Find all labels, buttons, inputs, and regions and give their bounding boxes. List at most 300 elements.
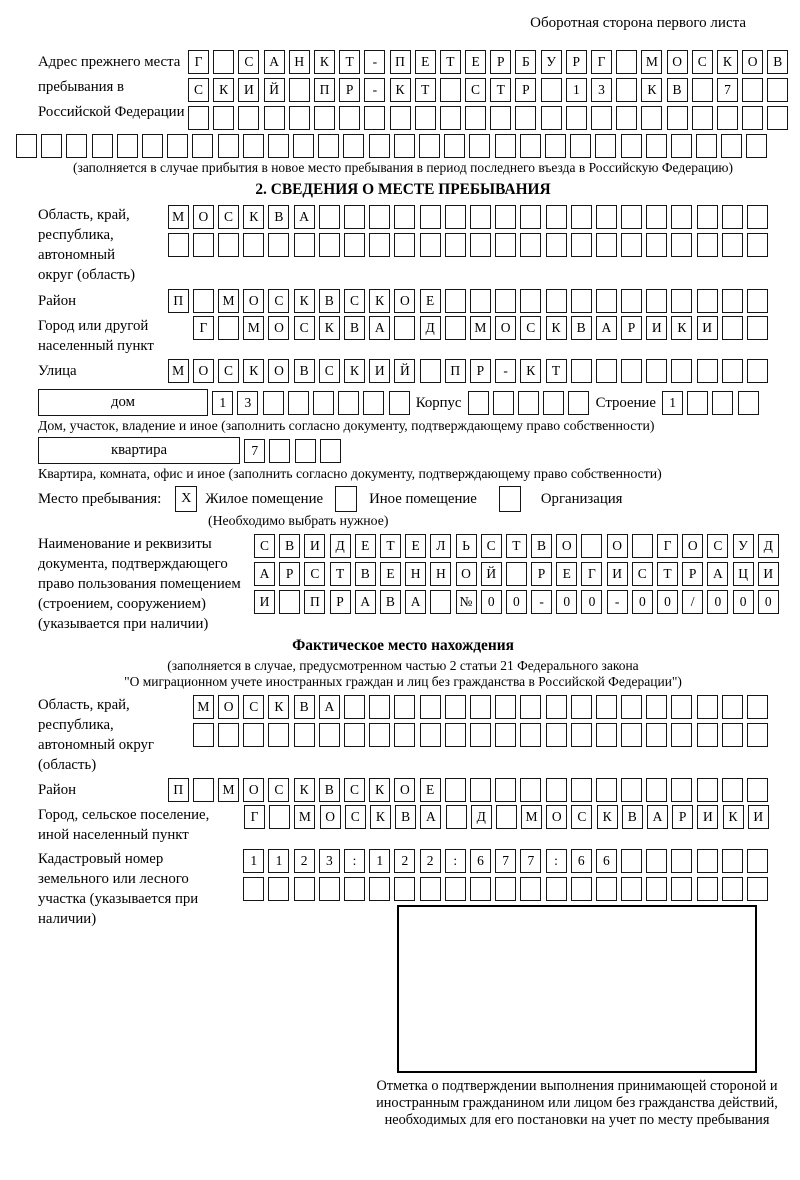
char-box[interactable] bbox=[767, 106, 788, 130]
char-box[interactable]: : bbox=[344, 849, 365, 873]
char-box[interactable] bbox=[571, 205, 592, 229]
char-box[interactable]: Н bbox=[430, 562, 451, 586]
char-box[interactable] bbox=[470, 233, 491, 257]
char-box[interactable] bbox=[445, 289, 466, 313]
char-box[interactable]: К bbox=[294, 289, 315, 313]
char-box[interactable]: 1 bbox=[243, 849, 264, 873]
char-box[interactable]: А bbox=[264, 50, 285, 74]
char-box[interactable] bbox=[671, 778, 692, 802]
char-box[interactable] bbox=[546, 723, 567, 747]
prev-address-row-2[interactable] bbox=[188, 78, 788, 102]
char-box[interactable]: К bbox=[597, 805, 618, 829]
char-box[interactable] bbox=[394, 233, 415, 257]
char-box[interactable] bbox=[394, 205, 415, 229]
char-box[interactable] bbox=[646, 233, 667, 257]
char-box[interactable] bbox=[495, 233, 516, 257]
char-box[interactable]: 0 bbox=[707, 590, 728, 614]
char-box[interactable] bbox=[671, 849, 692, 873]
char-box[interactable]: К bbox=[243, 359, 264, 383]
char-box[interactable]: - bbox=[607, 590, 628, 614]
char-box[interactable]: К bbox=[520, 359, 541, 383]
char-box[interactable] bbox=[571, 359, 592, 383]
char-box[interactable] bbox=[495, 205, 516, 229]
char-box[interactable] bbox=[445, 316, 466, 340]
char-box[interactable] bbox=[696, 134, 717, 158]
char-box[interactable] bbox=[546, 233, 567, 257]
char-box[interactable] bbox=[369, 695, 390, 719]
char-box[interactable] bbox=[595, 134, 616, 158]
char-box[interactable] bbox=[667, 106, 688, 130]
char-box[interactable] bbox=[343, 134, 364, 158]
char-box[interactable]: К bbox=[314, 50, 335, 74]
char-box[interactable]: В bbox=[279, 534, 300, 558]
char-box[interactable] bbox=[294, 877, 315, 901]
char-box[interactable] bbox=[621, 695, 642, 719]
char-box[interactable] bbox=[596, 205, 617, 229]
char-box[interactable]: А bbox=[355, 590, 376, 614]
char-box[interactable]: 7 bbox=[520, 849, 541, 873]
char-box[interactable] bbox=[445, 695, 466, 719]
char-box[interactable] bbox=[581, 534, 602, 558]
char-box[interactable] bbox=[243, 723, 264, 747]
char-box[interactable] bbox=[268, 134, 289, 158]
char-box[interactable] bbox=[747, 849, 768, 873]
char-box[interactable]: П bbox=[168, 778, 189, 802]
char-box[interactable] bbox=[747, 359, 768, 383]
char-box[interactable] bbox=[167, 134, 188, 158]
document-row-1[interactable] bbox=[254, 534, 779, 558]
char-box[interactable] bbox=[389, 391, 410, 415]
char-box[interactable]: В bbox=[268, 205, 289, 229]
char-box[interactable] bbox=[319, 233, 340, 257]
char-box[interactable] bbox=[369, 723, 390, 747]
char-box[interactable] bbox=[738, 391, 759, 415]
char-box[interactable]: Й bbox=[264, 78, 285, 102]
char-box[interactable]: Д bbox=[471, 805, 492, 829]
char-box[interactable]: Е bbox=[465, 50, 486, 74]
char-box[interactable]: С bbox=[344, 289, 365, 313]
char-box[interactable]: 1 bbox=[369, 849, 390, 873]
char-box[interactable] bbox=[671, 877, 692, 901]
char-box[interactable]: О bbox=[667, 50, 688, 74]
char-box[interactable] bbox=[419, 134, 440, 158]
char-box[interactable] bbox=[591, 106, 612, 130]
char-box[interactable] bbox=[571, 289, 592, 313]
char-box[interactable] bbox=[646, 134, 667, 158]
char-box[interactable]: Т bbox=[490, 78, 511, 102]
char-box[interactable]: - bbox=[364, 78, 385, 102]
char-box[interactable]: С bbox=[344, 778, 365, 802]
char-box[interactable]: В bbox=[622, 805, 643, 829]
char-box[interactable] bbox=[621, 359, 642, 383]
char-box[interactable] bbox=[218, 723, 239, 747]
char-box[interactable]: Д bbox=[420, 316, 441, 340]
char-box[interactable] bbox=[363, 391, 384, 415]
char-box[interactable]: П bbox=[304, 590, 325, 614]
char-box[interactable]: К bbox=[268, 695, 289, 719]
char-box[interactable]: Г bbox=[193, 316, 214, 340]
char-box[interactable] bbox=[671, 233, 692, 257]
char-box[interactable] bbox=[469, 134, 490, 158]
char-box[interactable]: О bbox=[193, 205, 214, 229]
char-box[interactable] bbox=[520, 877, 541, 901]
char-box[interactable]: / bbox=[682, 590, 703, 614]
char-box[interactable] bbox=[616, 50, 637, 74]
document-row-3[interactable] bbox=[254, 590, 779, 614]
char-box[interactable]: К bbox=[390, 78, 411, 102]
char-box[interactable] bbox=[92, 134, 113, 158]
char-box[interactable]: И bbox=[748, 805, 769, 829]
char-box[interactable] bbox=[344, 877, 365, 901]
city-row-1[interactable] bbox=[193, 316, 768, 340]
char-box[interactable] bbox=[314, 106, 335, 130]
char-box[interactable]: Т bbox=[506, 534, 527, 558]
char-box[interactable] bbox=[415, 106, 436, 130]
char-box[interactable]: Р bbox=[330, 590, 351, 614]
char-box[interactable]: Е bbox=[355, 534, 376, 558]
char-box[interactable] bbox=[541, 106, 562, 130]
char-box[interactable]: К bbox=[213, 78, 234, 102]
district-row-1[interactable] bbox=[168, 289, 768, 313]
char-box[interactable] bbox=[747, 723, 768, 747]
char-box[interactable]: П bbox=[314, 78, 335, 102]
char-box[interactable] bbox=[566, 106, 587, 130]
char-box[interactable] bbox=[621, 233, 642, 257]
char-box[interactable]: С bbox=[632, 562, 653, 586]
char-box[interactable] bbox=[747, 205, 768, 229]
char-box[interactable] bbox=[213, 50, 234, 74]
char-box[interactable]: А bbox=[254, 562, 275, 586]
char-box[interactable] bbox=[344, 233, 365, 257]
char-box[interactable]: А bbox=[319, 695, 340, 719]
char-box[interactable]: Е bbox=[415, 50, 436, 74]
char-box[interactable]: К bbox=[671, 316, 692, 340]
prev-address-row-1[interactable] bbox=[188, 50, 788, 74]
char-box[interactable]: 0 bbox=[581, 590, 602, 614]
actual-region-row-2[interactable] bbox=[193, 723, 768, 747]
char-box[interactable] bbox=[722, 849, 743, 873]
char-box[interactable]: О bbox=[682, 534, 703, 558]
char-box[interactable] bbox=[218, 316, 239, 340]
char-box[interactable] bbox=[646, 205, 667, 229]
char-box[interactable]: 2 bbox=[420, 849, 441, 873]
char-box[interactable]: Л bbox=[430, 534, 451, 558]
char-box[interactable] bbox=[747, 233, 768, 257]
char-box[interactable]: И bbox=[369, 359, 390, 383]
char-box[interactable] bbox=[747, 778, 768, 802]
char-box[interactable] bbox=[319, 205, 340, 229]
char-box[interactable]: В bbox=[767, 50, 788, 74]
char-box[interactable]: С bbox=[238, 50, 259, 74]
actual-district-row-1[interactable] bbox=[168, 778, 768, 802]
char-box[interactable] bbox=[712, 391, 733, 415]
region-row-2[interactable] bbox=[168, 233, 768, 257]
char-box[interactable] bbox=[515, 106, 536, 130]
char-box[interactable] bbox=[646, 778, 667, 802]
char-box[interactable]: В bbox=[355, 562, 376, 586]
char-box[interactable]: С bbox=[268, 289, 289, 313]
char-box[interactable] bbox=[264, 106, 285, 130]
char-box[interactable] bbox=[294, 723, 315, 747]
char-box[interactable]: Р bbox=[672, 805, 693, 829]
char-box[interactable] bbox=[692, 106, 713, 130]
char-box[interactable] bbox=[117, 134, 138, 158]
char-box[interactable] bbox=[717, 106, 738, 130]
char-box[interactable] bbox=[496, 805, 517, 829]
char-box[interactable] bbox=[722, 233, 743, 257]
char-box[interactable]: 1 bbox=[268, 849, 289, 873]
char-box[interactable] bbox=[646, 359, 667, 383]
char-box[interactable]: И bbox=[254, 590, 275, 614]
char-box[interactable] bbox=[468, 391, 489, 415]
char-box[interactable]: Р bbox=[490, 50, 511, 74]
char-box[interactable] bbox=[493, 391, 514, 415]
char-box[interactable] bbox=[697, 695, 718, 719]
char-box[interactable] bbox=[495, 289, 516, 313]
char-box[interactable]: В bbox=[319, 778, 340, 802]
char-box[interactable] bbox=[646, 877, 667, 901]
char-box[interactable] bbox=[289, 106, 310, 130]
char-box[interactable] bbox=[390, 106, 411, 130]
char-box[interactable]: О bbox=[742, 50, 763, 74]
char-box[interactable]: М bbox=[294, 805, 315, 829]
cadastral-row-2[interactable] bbox=[243, 877, 768, 901]
char-box[interactable]: В bbox=[531, 534, 552, 558]
char-box[interactable]: Т bbox=[440, 50, 461, 74]
char-box[interactable] bbox=[238, 106, 259, 130]
char-box[interactable] bbox=[369, 205, 390, 229]
char-box[interactable]: К bbox=[717, 50, 738, 74]
char-box[interactable] bbox=[571, 778, 592, 802]
char-box[interactable] bbox=[319, 877, 340, 901]
char-box[interactable]: 7 bbox=[717, 78, 738, 102]
char-box[interactable]: Т bbox=[380, 534, 401, 558]
char-box[interactable] bbox=[646, 849, 667, 873]
char-box[interactable] bbox=[193, 233, 214, 257]
char-box[interactable] bbox=[295, 439, 316, 463]
char-box[interactable] bbox=[445, 877, 466, 901]
char-box[interactable]: К bbox=[723, 805, 744, 829]
char-box[interactable]: Р bbox=[515, 78, 536, 102]
char-box[interactable]: Г bbox=[657, 534, 678, 558]
char-box[interactable] bbox=[570, 134, 591, 158]
char-box[interactable] bbox=[369, 134, 390, 158]
char-box[interactable]: Е bbox=[556, 562, 577, 586]
char-box[interactable] bbox=[546, 877, 567, 901]
char-box[interactable] bbox=[218, 233, 239, 257]
char-box[interactable] bbox=[142, 134, 163, 158]
char-box[interactable] bbox=[313, 391, 334, 415]
char-box[interactable] bbox=[596, 289, 617, 313]
char-box[interactable]: О bbox=[218, 695, 239, 719]
char-box[interactable] bbox=[520, 695, 541, 719]
char-box[interactable] bbox=[394, 877, 415, 901]
char-box[interactable] bbox=[671, 205, 692, 229]
char-box[interactable]: И bbox=[607, 562, 628, 586]
char-box[interactable] bbox=[319, 723, 340, 747]
prev-address-row-4[interactable] bbox=[16, 134, 768, 158]
char-box[interactable]: 0 bbox=[758, 590, 779, 614]
char-box[interactable]: 0 bbox=[657, 590, 678, 614]
house-number-boxes[interactable] bbox=[212, 391, 409, 415]
char-box[interactable] bbox=[243, 877, 264, 901]
char-box[interactable] bbox=[420, 359, 441, 383]
char-box[interactable] bbox=[722, 877, 743, 901]
char-box[interactable]: К bbox=[243, 205, 264, 229]
char-box[interactable] bbox=[520, 289, 541, 313]
char-box[interactable] bbox=[318, 134, 339, 158]
char-box[interactable]: О bbox=[546, 805, 567, 829]
char-box[interactable] bbox=[546, 778, 567, 802]
char-box[interactable]: К bbox=[319, 316, 340, 340]
char-box[interactable]: И bbox=[758, 562, 779, 586]
char-box[interactable]: В bbox=[344, 316, 365, 340]
char-box[interactable] bbox=[364, 106, 385, 130]
char-box[interactable]: П bbox=[445, 359, 466, 383]
char-box[interactable]: Р bbox=[621, 316, 642, 340]
char-box[interactable]: У bbox=[733, 534, 754, 558]
char-box[interactable]: В bbox=[294, 695, 315, 719]
char-box[interactable]: С bbox=[481, 534, 502, 558]
char-box[interactable]: 0 bbox=[733, 590, 754, 614]
char-box[interactable] bbox=[697, 289, 718, 313]
char-box[interactable]: Т bbox=[657, 562, 678, 586]
char-box[interactable] bbox=[369, 877, 390, 901]
char-box[interactable]: Е bbox=[405, 534, 426, 558]
char-box[interactable] bbox=[470, 723, 491, 747]
char-box[interactable]: К bbox=[294, 778, 315, 802]
char-box[interactable] bbox=[687, 391, 708, 415]
char-box[interactable] bbox=[320, 439, 341, 463]
prev-address-row-3[interactable] bbox=[188, 106, 788, 130]
char-box[interactable] bbox=[243, 134, 264, 158]
char-box[interactable] bbox=[66, 134, 87, 158]
char-box[interactable]: 0 bbox=[506, 590, 527, 614]
char-box[interactable] bbox=[394, 316, 415, 340]
char-box[interactable]: О bbox=[268, 316, 289, 340]
char-box[interactable] bbox=[420, 695, 441, 719]
char-box[interactable]: Й bbox=[481, 562, 502, 586]
char-box[interactable]: А bbox=[420, 805, 441, 829]
char-box[interactable]: Г bbox=[591, 50, 612, 74]
char-box[interactable] bbox=[520, 205, 541, 229]
char-box[interactable] bbox=[444, 134, 465, 158]
char-box[interactable] bbox=[470, 289, 491, 313]
char-box[interactable] bbox=[243, 233, 264, 257]
char-box[interactable] bbox=[616, 78, 637, 102]
char-box[interactable]: С bbox=[188, 78, 209, 102]
char-box[interactable] bbox=[697, 778, 718, 802]
char-box[interactable] bbox=[218, 134, 239, 158]
document-row-2[interactable] bbox=[254, 562, 779, 586]
char-box[interactable]: Н bbox=[289, 50, 310, 74]
actual-city-row-1[interactable] bbox=[244, 805, 769, 829]
char-box[interactable]: М bbox=[168, 359, 189, 383]
char-box[interactable] bbox=[520, 723, 541, 747]
char-box[interactable]: С bbox=[707, 534, 728, 558]
char-box[interactable] bbox=[747, 695, 768, 719]
char-box[interactable] bbox=[621, 778, 642, 802]
char-box[interactable]: У bbox=[541, 50, 562, 74]
char-box[interactable] bbox=[446, 805, 467, 829]
char-box[interactable]: В bbox=[319, 289, 340, 313]
char-box[interactable]: Й bbox=[394, 359, 415, 383]
char-box[interactable]: 3 bbox=[591, 78, 612, 102]
char-box[interactable] bbox=[193, 723, 214, 747]
char-box[interactable] bbox=[506, 562, 527, 586]
char-box[interactable] bbox=[747, 289, 768, 313]
char-box[interactable] bbox=[571, 695, 592, 719]
char-box[interactable] bbox=[546, 289, 567, 313]
char-box[interactable]: А bbox=[369, 316, 390, 340]
char-box[interactable]: 0 bbox=[481, 590, 502, 614]
char-box[interactable] bbox=[470, 695, 491, 719]
char-box[interactable] bbox=[339, 106, 360, 130]
char-box[interactable]: Н bbox=[405, 562, 426, 586]
char-box[interactable]: В bbox=[395, 805, 416, 829]
char-box[interactable] bbox=[470, 778, 491, 802]
char-box[interactable]: П bbox=[168, 289, 189, 313]
char-box[interactable] bbox=[671, 723, 692, 747]
char-box[interactable] bbox=[671, 289, 692, 313]
char-box[interactable] bbox=[269, 805, 290, 829]
char-box[interactable] bbox=[697, 205, 718, 229]
char-box[interactable] bbox=[520, 233, 541, 257]
char-box[interactable] bbox=[722, 289, 743, 313]
char-box[interactable] bbox=[571, 723, 592, 747]
char-box[interactable]: И bbox=[238, 78, 259, 102]
char-box[interactable]: М bbox=[641, 50, 662, 74]
char-box[interactable]: О bbox=[320, 805, 341, 829]
char-box[interactable] bbox=[394, 723, 415, 747]
char-box[interactable]: В bbox=[571, 316, 592, 340]
char-box[interactable] bbox=[269, 439, 290, 463]
char-box[interactable]: О bbox=[394, 289, 415, 313]
char-box[interactable] bbox=[722, 778, 743, 802]
char-box[interactable]: 7 bbox=[495, 849, 516, 873]
checkbox-residential[interactable]: X bbox=[175, 486, 197, 512]
char-box[interactable]: № bbox=[456, 590, 477, 614]
char-box[interactable]: Г bbox=[244, 805, 265, 829]
char-box[interactable] bbox=[596, 695, 617, 719]
char-box[interactable] bbox=[616, 106, 637, 130]
char-box[interactable] bbox=[440, 106, 461, 130]
char-box[interactable] bbox=[445, 205, 466, 229]
char-box[interactable]: О bbox=[556, 534, 577, 558]
char-box[interactable]: К bbox=[344, 359, 365, 383]
char-box[interactable] bbox=[621, 849, 642, 873]
char-box[interactable] bbox=[571, 877, 592, 901]
char-box[interactable]: М bbox=[243, 316, 264, 340]
char-box[interactable]: Р bbox=[531, 562, 552, 586]
char-box[interactable]: М bbox=[193, 695, 214, 719]
char-box[interactable] bbox=[697, 359, 718, 383]
char-box[interactable]: Т bbox=[339, 50, 360, 74]
char-box[interactable] bbox=[697, 723, 718, 747]
char-box[interactable]: К bbox=[641, 78, 662, 102]
char-box[interactable] bbox=[596, 778, 617, 802]
char-box[interactable]: Р bbox=[279, 562, 300, 586]
char-box[interactable]: М bbox=[168, 205, 189, 229]
char-box[interactable] bbox=[268, 877, 289, 901]
char-box[interactable] bbox=[288, 391, 309, 415]
char-box[interactable] bbox=[369, 233, 390, 257]
char-box[interactable]: Д bbox=[758, 534, 779, 558]
char-box[interactable]: В bbox=[380, 590, 401, 614]
char-box[interactable]: М bbox=[521, 805, 542, 829]
char-box[interactable] bbox=[671, 134, 692, 158]
char-box[interactable]: С bbox=[218, 205, 239, 229]
